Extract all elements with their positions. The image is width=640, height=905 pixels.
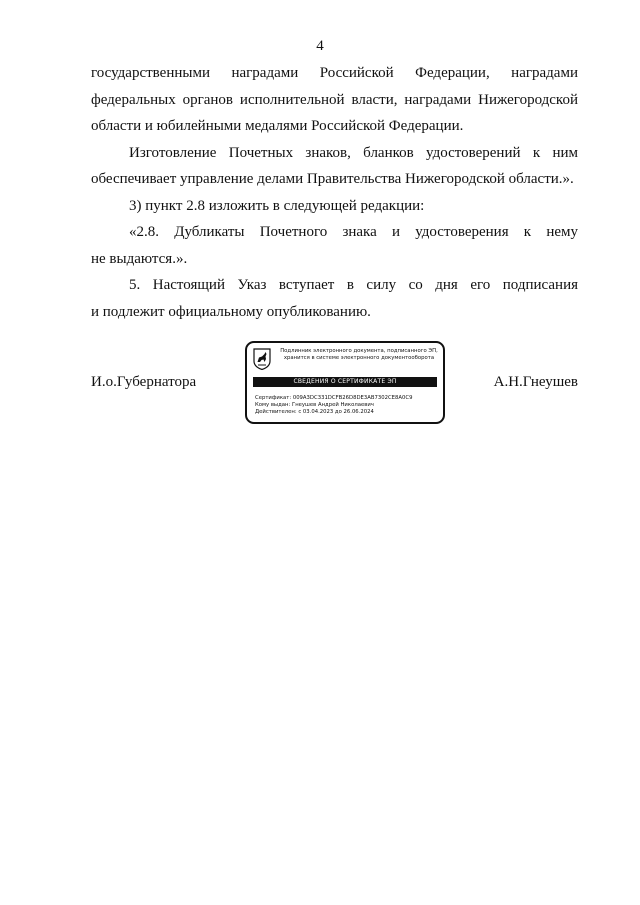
electronic-signature-stamp	[245, 341, 445, 424]
paragraph-awards	[91, 60, 578, 140]
coat-of-arms-icon	[253, 348, 271, 370]
text-line: «2.8. Дубликаты Почетного знака и удостоверения к нему	[129, 224, 578, 240]
stamp-owner: Кому выдан: Гнеушев Андрей Николаевич	[255, 402, 374, 408]
text-line: 5. Настоящий Указ вступает в силу со дня его подписания	[129, 277, 578, 293]
stamp-validity: Действителен: с 03.04.2023 до 26.06.2024	[255, 409, 374, 415]
paragraph-manufacture	[91, 140, 578, 193]
paragraph-duplicates	[91, 219, 578, 272]
signature-block	[91, 341, 578, 429]
text-line: области и юбилейными медалями Российской Федерации.	[91, 118, 464, 134]
text-line: и подлежит официальному опубликованию.	[91, 303, 371, 320]
signer-name: А.Н.Гнеушев	[493, 374, 578, 390]
stamp-certificate: Сертификат: 009A3DC331DCFB26D8DE3AB7302CE8A0C9	[255, 395, 413, 401]
text-line: обеспечивает управление делами Правительства Нижегородской области.».	[91, 171, 574, 187]
paragraph-item-3	[91, 193, 578, 220]
text-line: не выдаются.».	[91, 250, 188, 267]
text-line: государственными наградами Российской Федерации, наградами	[91, 65, 578, 81]
text-line: Изготовление Почетных знаков, бланков удостоверений к ним	[129, 144, 578, 161]
text-line: федеральных органов исполнительной власти, наградами Нижегородской	[91, 91, 578, 108]
document-body	[91, 60, 578, 325]
stamp-header-line: хранится в системе электронного документооборота	[283, 355, 435, 361]
stamp-title-band: СВЕДЕНИЯ О СЕРТИФИКАТЕ ЭП	[253, 377, 437, 387]
signer-title: И.о.Губернатора	[91, 374, 197, 390]
text-line: 3) пункт 2.8 изложить в следующей редакции:	[129, 197, 425, 214]
page-number: 4	[316, 38, 324, 54]
paragraph-entry-into-force	[91, 272, 578, 325]
stamp-header-line: Подлинник электронного документа, подписанного ЭП,	[280, 348, 438, 354]
